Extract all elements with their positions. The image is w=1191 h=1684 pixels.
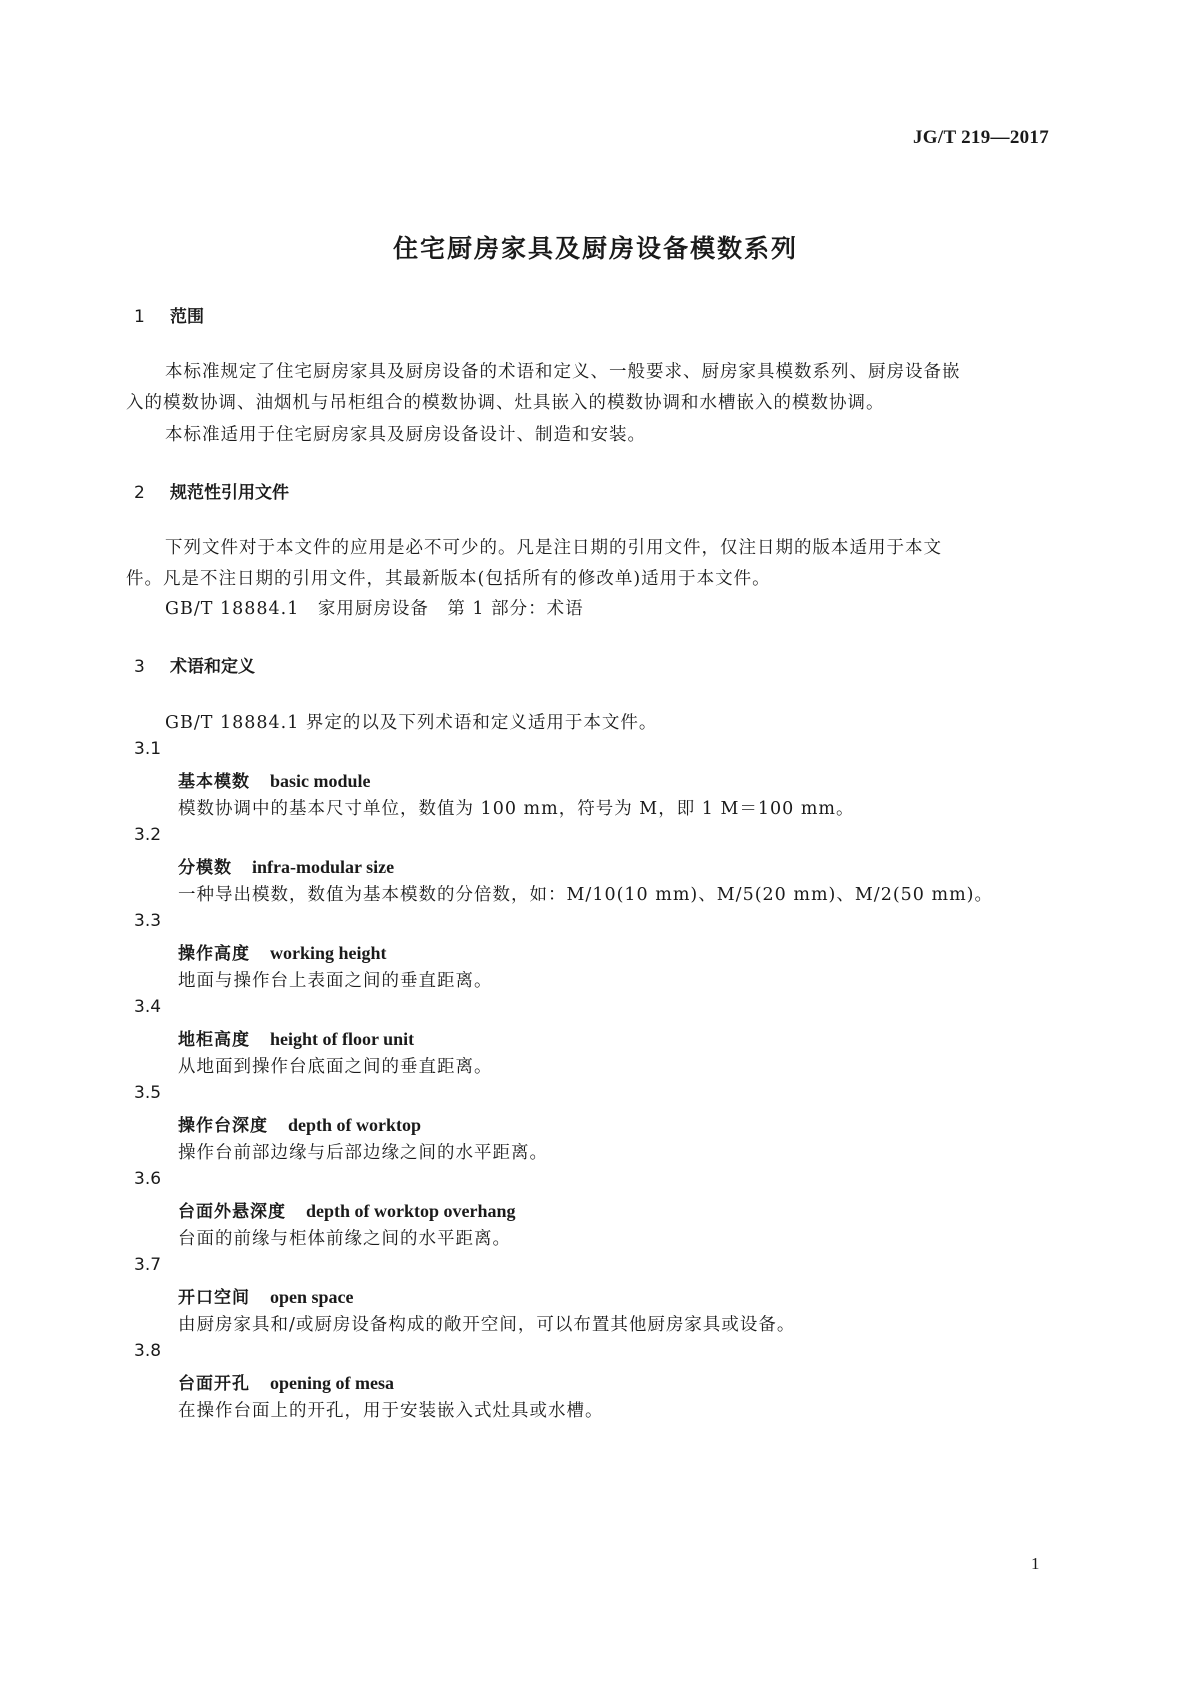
term-zh: 开口空间 <box>178 1288 250 1308</box>
term-heading <box>178 939 387 964</box>
term-definition: 地面与操作台上表面之间的垂直距离。 <box>178 971 493 991</box>
standard-number: JG/T 219—2017 <box>913 127 1050 148</box>
term-definition: 在操作台面上的开孔，用于安装嵌入式灶具或水槽。 <box>178 1401 604 1421</box>
section-1-heading <box>134 302 204 327</box>
term-zh: 基本模数 <box>178 772 250 792</box>
term-number: 3.5 <box>134 1083 162 1103</box>
term-definition: 由厨房家具和/或厨房设备构成的敞开空间，可以布置其他厨房家具或设备。 <box>178 1315 796 1335</box>
term-zh: 台面开孔 <box>178 1374 250 1394</box>
term-number: 3.7 <box>134 1255 162 1275</box>
section-title: 范围 <box>170 307 204 327</box>
term-en: opening of mesa <box>270 1373 395 1393</box>
term-en: height of floor unit <box>270 1029 415 1049</box>
term-heading <box>178 1369 394 1394</box>
term-heading <box>178 853 394 878</box>
section-1-para-line-1: 本标准规定了住宅厨房家具及厨房设备的术语和定义、一般要求、厨房家具模数系列、厨房设备嵌 <box>165 362 961 382</box>
term-number: 3.8 <box>134 1341 162 1361</box>
term-en: infra-modular size <box>252 857 395 877</box>
term-definition: 模数协调中的基本尺寸单位，数值为 100 mm，符号为 M，即 1 M＝100 mm。 <box>178 799 855 819</box>
term-en: depth of worktop overhang <box>306 1201 516 1221</box>
section-2-para-line-1: 下列文件对于本文件的应用是必不可少的。凡是注日期的引用文件，仅注日期的版本适用于本文 <box>165 538 942 558</box>
term-number: 3.3 <box>134 911 162 931</box>
section-1-para-line-2: 入的模数协调、油烟机与吊柜组合的模数协调、灶具嵌入的模数协调和水槽嵌入的模数协调。 <box>126 393 885 413</box>
term-zh: 台面外悬深度 <box>178 1202 286 1222</box>
section-1-para-2: 本标准适用于住宅厨房家具及厨房设备设计、制造和安装。 <box>165 425 646 445</box>
section-2-heading <box>134 478 289 503</box>
term-definition: 操作台前部边缘与后部边缘之间的水平距离。 <box>178 1143 548 1163</box>
term-definition: 一种导出模数，数值为基本模数的分倍数，如：M/10(10 mm)、M/5(20 mm)、M/2(50 mm)。 <box>178 885 994 905</box>
section-2-para-line-2: 件。凡是不注日期的引用文件，其最新版本(包括所有的修改单)适用于本文件。 <box>126 569 771 589</box>
page-number: 1 <box>1031 1554 1040 1573</box>
term-zh: 操作高度 <box>178 944 250 964</box>
section-title: 规范性引用文件 <box>170 483 289 503</box>
term-zh: 分模数 <box>178 858 232 878</box>
term-heading <box>178 1111 421 1136</box>
term-number: 3.1 <box>134 739 162 759</box>
term-zh: 地柜高度 <box>178 1030 250 1050</box>
section-number: 3 <box>134 657 145 677</box>
term-en: open space <box>270 1287 354 1307</box>
term-zh: 操作台深度 <box>178 1116 268 1136</box>
section-number: 2 <box>134 483 145 503</box>
term-definition: 从地面到操作台底面之间的垂直距离。 <box>178 1057 493 1077</box>
term-number: 3.4 <box>134 997 162 1017</box>
section-2-reference: GB/T 18884.1 家用厨房设备 第 1 部分：术语 <box>165 599 584 619</box>
section-title: 术语和定义 <box>170 657 255 677</box>
term-heading <box>178 1197 516 1222</box>
term-number: 3.2 <box>134 825 162 845</box>
term-heading <box>178 1025 414 1050</box>
term-en: depth of worktop <box>288 1115 422 1135</box>
term-number: 3.6 <box>134 1169 162 1189</box>
term-en: working height <box>270 943 387 963</box>
section-number: 1 <box>134 307 145 327</box>
term-definition: 台面的前缘与柜体前缘之间的水平距离。 <box>178 1229 511 1249</box>
term-heading <box>178 1283 354 1308</box>
term-heading <box>178 767 371 792</box>
section-3-heading <box>134 652 255 677</box>
section-3-intro: GB/T 18884.1 界定的以及下列术语和定义适用于本文件。 <box>165 713 658 733</box>
term-en: basic module <box>270 771 371 791</box>
document-title: 住宅厨房家具及厨房设备模数系列 <box>392 234 798 263</box>
